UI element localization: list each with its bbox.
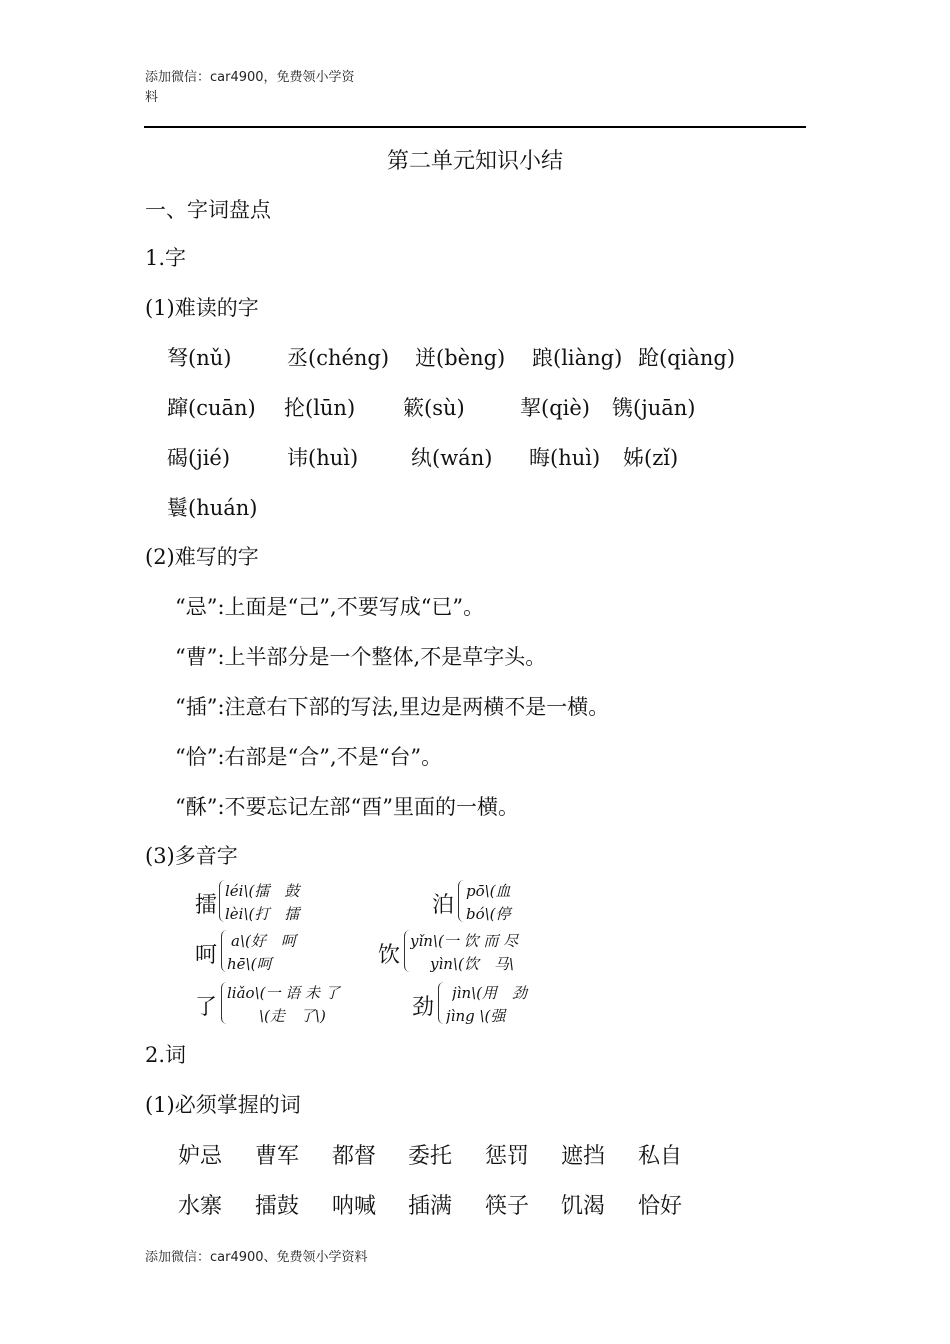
hard-read-item: 弩(nǔ) <box>167 346 232 370</box>
word-item: 插满 <box>408 1194 453 1219</box>
hard-read-item: 镌(juān) <box>612 396 696 420</box>
page-title: 第二单元知识小结 <box>386 149 563 174</box>
hard-read-item: 迸(bèng) <box>415 346 506 370</box>
hard-read-item: 纨(wán) <box>411 446 493 470</box>
word-item: 水寨 <box>178 1194 223 1219</box>
subsection-words: 2.词 <box>145 1043 187 1067</box>
polyphone-reading: jìng \(强 <box>446 1007 506 1025</box>
hard-read-item: 碣(jié) <box>167 446 231 470</box>
polyphone-char: 擂 <box>195 893 218 918</box>
polyphone-group <box>378 928 553 976</box>
word-item: 曹军 <box>255 1144 300 1169</box>
hard-read-item: 踉(liàng) <box>532 346 623 370</box>
polyphone-reading: bó\(停 <box>466 905 511 923</box>
hard-read-item: 跄(qiàng) <box>638 346 736 370</box>
polyphone-char: 了 <box>195 995 218 1020</box>
hard-read-item: 丞(chéng) <box>287 346 390 370</box>
polyphone-char: 泊 <box>432 893 455 918</box>
word-item: 惩罚 <box>485 1144 530 1169</box>
hard-write-note: “恰”:右部是“合”,不是“台”。 <box>175 745 443 769</box>
subsection-characters: 1.字 <box>145 246 187 270</box>
word-item: 私自 <box>638 1144 683 1169</box>
page-footer: 添加微信：car4900、免费领小学资料 <box>145 1250 368 1265</box>
header-rule <box>144 126 806 128</box>
polyphone-reading: hē\(呵 <box>227 955 272 973</box>
polyphone-group <box>432 878 532 926</box>
header-line-1: 添加微信：car4900，免费领小学资 <box>145 70 355 85</box>
header-line-2: 料 <box>145 90 159 105</box>
heading-polyphones: (3)多音字 <box>145 844 238 868</box>
hard-write-note: “忌”:上面是“己”,不要写成“已”。 <box>175 595 485 619</box>
hard-write-note: “曹”:上半部分是一个整体,不是草字头。 <box>175 645 547 669</box>
polyphone-reading: jìn\(用 劲 <box>452 984 528 1002</box>
word-item: 妒忌 <box>178 1144 223 1169</box>
polyphone-char: 呵 <box>195 943 218 968</box>
word-item: 呐喊 <box>332 1194 377 1219</box>
polyphone-group <box>195 980 370 1028</box>
heading-hard-to-write: (2)难写的字 <box>145 545 259 569</box>
page-header <box>145 68 385 108</box>
word-item: 都督 <box>332 1144 377 1169</box>
hard-read-item: 晦(huì) <box>529 446 601 470</box>
heading-hard-to-read: (1)难读的字 <box>145 296 259 320</box>
polyphone-reading: yǐn\(一 饮 而 尽 <box>410 932 519 950</box>
polyphone-group <box>412 980 557 1028</box>
hard-read-item: 鬟(huán) <box>167 496 258 520</box>
word-item: 筷子 <box>485 1194 530 1219</box>
polyphone-group <box>195 878 330 926</box>
polyphone-reading: a\(好 呵 <box>231 932 296 950</box>
polyphone-reading: liǎo\(一 语 未 了 <box>227 984 340 1002</box>
word-item: 委托 <box>408 1144 453 1169</box>
word-item: 饥渴 <box>561 1194 606 1219</box>
polyphone-char: 饮 <box>378 943 401 968</box>
hard-read-item: 簌(sù) <box>403 396 465 420</box>
hard-read-item: 讳(huì) <box>287 446 359 470</box>
polyphone-reading: \(走 了\) <box>259 1007 326 1025</box>
word-item: 恰好 <box>638 1194 683 1219</box>
polyphone-reading: lèi\(打 擂 <box>225 905 300 923</box>
polyphone-reading: yìn\(饮 马\ <box>430 955 514 973</box>
word-item: 遮挡 <box>561 1144 606 1169</box>
hard-read-item: 蹿(cuān) <box>167 396 256 420</box>
polyphone-group <box>195 928 325 976</box>
polyphone-reading: léi\(擂 鼓 <box>225 882 300 900</box>
hard-read-item: 挈(qiè) <box>520 396 590 420</box>
polyphone-reading: pō\(血 <box>466 882 511 900</box>
section-heading: 一、字词盘点 <box>145 198 271 222</box>
brace <box>458 880 465 922</box>
brace <box>438 982 445 1024</box>
hard-read-item: 姊(zǐ) <box>623 446 679 470</box>
polyphone-char: 劲 <box>412 995 435 1020</box>
heading-must-know-words: (1)必须掌握的词 <box>145 1093 301 1117</box>
hard-read-item: 抡(lūn) <box>284 396 356 420</box>
hard-write-note: “酥”:不要忘记左部“酉”里面的一横。 <box>175 795 520 819</box>
word-item: 擂鼓 <box>255 1194 300 1219</box>
hard-write-note: “插”:注意右下部的写法,里边是两横不是一横。 <box>175 695 610 719</box>
